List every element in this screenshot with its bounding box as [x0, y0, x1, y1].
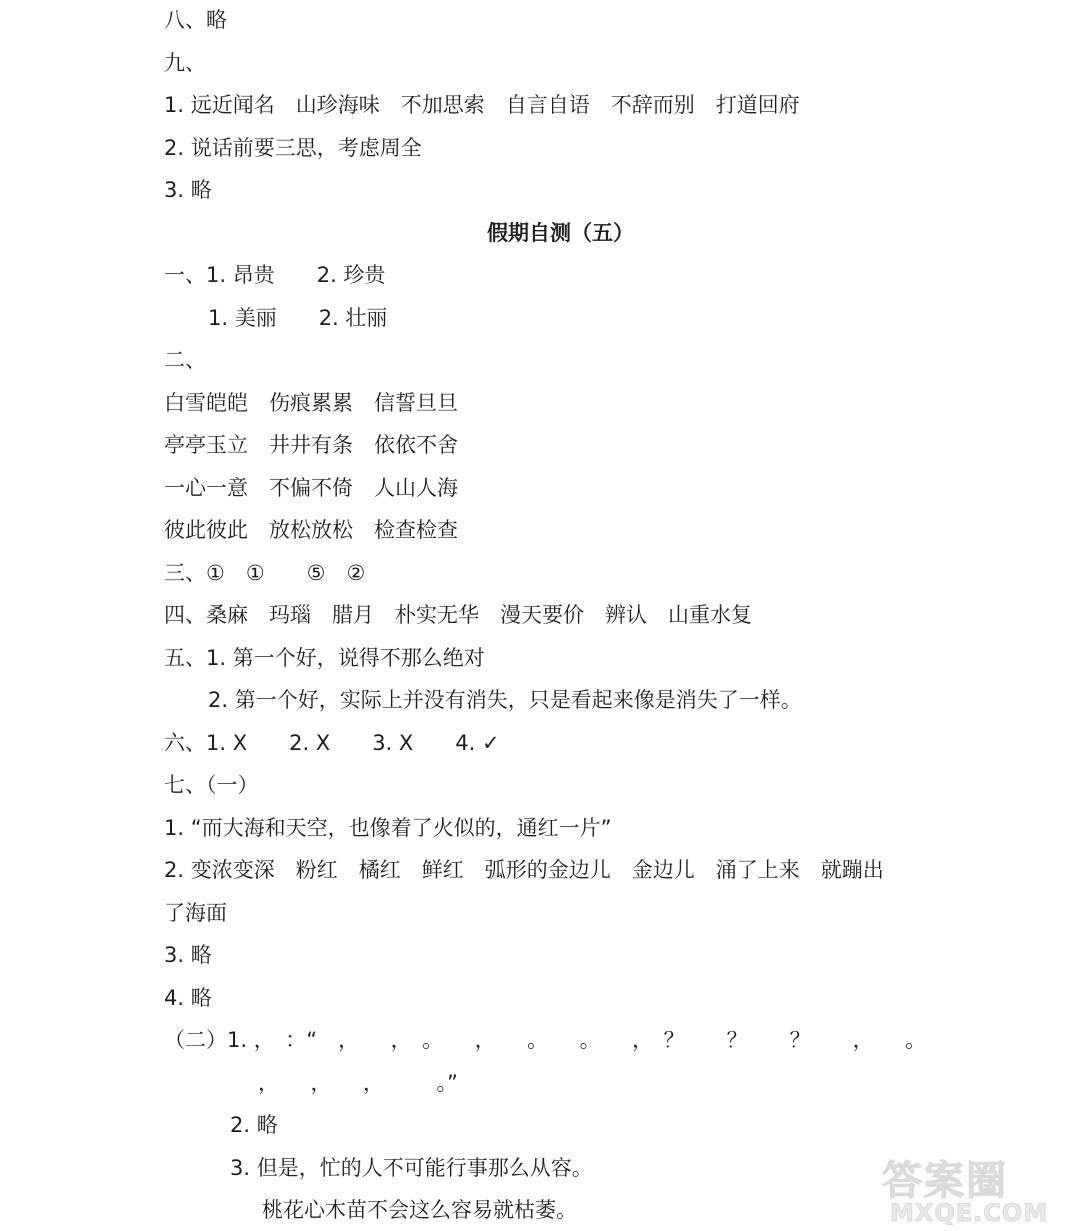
line-2-row3: 一心一意 不偏不倚 人山人海: [164, 476, 458, 500]
line-7-ii-2: 2. 略: [230, 1113, 278, 1137]
line-7-2-cont: 了海面: [164, 901, 227, 925]
line-3: 三、① ① ⑤ ②: [164, 561, 366, 585]
line-7-2: 2. 变浓变深 粉红 橘红 鲜红 弧形的金边儿 金边儿 涌了上来 就蹦出: [164, 858, 884, 882]
line-7-ii-1: （二）1. ， ：“ ， ， 。 ， 。 。 ， ？ ？ ？ ， 。: [164, 1028, 927, 1052]
line-7-ii-1-cont: ， ， ， 。”: [258, 1071, 458, 1095]
line-2: 二、: [164, 348, 206, 372]
watermark-top-text: 答案圈: [882, 1158, 1008, 1204]
line-7: 七、（一）: [164, 773, 259, 797]
line-2-row2: 亭亭玉立 井井有条 依依不舍: [164, 433, 458, 457]
site-watermark-logo: [882, 1149, 1072, 1227]
line-8: 八、略: [164, 8, 227, 32]
line-1: 一、1. 昂贵 2. 珍贵: [164, 263, 386, 287]
line-7-4: 4. 略: [164, 986, 212, 1010]
line-7-3: 3. 略: [164, 943, 212, 967]
line-1b: 1. 美丽 2. 壮丽: [208, 306, 388, 330]
line-2-row4: 彼此彼此 放松放松 检查检查: [164, 518, 458, 542]
line-5-1: 五、1. 第一个好，说得不那么绝对: [164, 646, 485, 670]
line-9-3: 3. 略: [164, 178, 212, 202]
line-4: 四、桑麻 玛瑙 腊月 朴实无华 漫天要价 辨认 山重水复: [164, 603, 752, 627]
line-5-2: 2. 第一个好，实际上并没有消失，只是看起来像是消失了一样。: [208, 688, 802, 712]
line-9: 九、: [164, 51, 206, 75]
line-9-2: 2. 说话前要三思，考虑周全: [164, 136, 422, 160]
watermark-bottom-text: MXQE.COM: [890, 1199, 1049, 1227]
line-7-ii-3: 3. 但是，忙的人不可能行事那么从容。: [230, 1156, 593, 1180]
line-9-1: 1. 远近闻名 山珍海味 不加思索 自言自语 不辞而别 打道回府: [164, 93, 800, 117]
line-7-ii-3-cont: 桃花心木苗不会这么容易就枯萎。: [262, 1198, 577, 1222]
line-7-1: 1. “而大海和天空，也像着了火似的，通红一片”: [164, 816, 612, 840]
line-6: 六、1. X 2. X 3. X 4. ✓: [164, 731, 500, 755]
section-title: 假期自测（五）: [487, 221, 634, 245]
line-2-row1: 白雪皑皑 伤痕累累 信誓旦旦: [164, 391, 458, 415]
